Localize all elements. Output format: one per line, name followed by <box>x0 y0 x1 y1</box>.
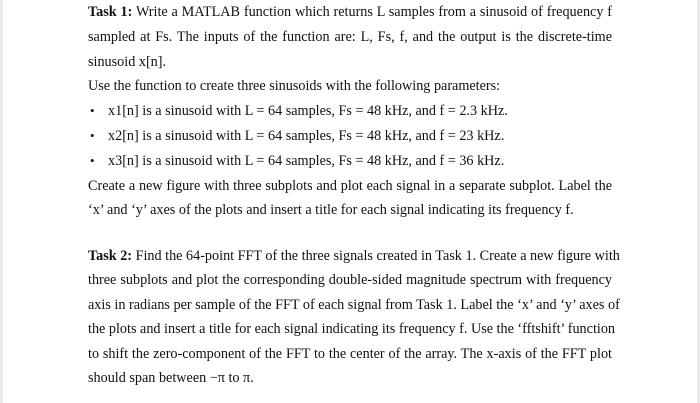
task2-line-3: axis in radians per sample of the FFT of each signal from Task 1. Label the ‘x’ and ‘y’ axes of <box>88 297 620 313</box>
task1-bullet-1-text: x1[n] is a sinusoid with L = 64 samples, Fs = 48 kHz, and f = 2.3 kHz. <box>108 103 508 119</box>
task1-heading: Task 1: <box>88 4 133 20</box>
task2-line-4: the plots and insert a title for each signal indicating its frequency f. Use the ‘fftshift’ function <box>88 321 616 337</box>
task2-line-6: should span between −π to π. <box>88 370 254 386</box>
task1-line-4: Use the function to create three sinusoids with the following parameters: <box>88 78 501 94</box>
task1-line-2: sampled at Fs. The inputs of the function are: L, Fs, f, and the output is the discrete-time <box>88 29 612 45</box>
task1-line-6: ‘x’ and ‘y’ axes of the plots and insert a title for each signal indicating its frequency f. <box>88 202 574 218</box>
task1-line-1 <box>88 3 612 21</box>
task2-heading: Task 2: <box>88 248 133 264</box>
task2-line-2: three subplots and plot the corresponding double-sided magnitude spectrum with frequency <box>88 272 612 288</box>
task1-line-3: sinusoid x[n]. <box>88 54 167 70</box>
left-page-edge <box>0 0 3 403</box>
task1-line-5: Create a new figure with three subplots and plot each signal in a separate subplot. Label the <box>88 178 612 194</box>
bullet-icon: • <box>90 153 95 168</box>
task1-line-1-text: Write a MATLAB function which returns L samples from a sinusoid of frequency f <box>135 4 613 20</box>
bullet-icon: • <box>90 128 95 143</box>
task1-bullet-3-text: x3[n] is a sinusoid with L = 64 samples, Fs = 48 kHz, and f = 36 kHz. <box>108 153 505 169</box>
task2-line-1-text: Find the 64-point FFT of the three signals created in Task 1. Create a new figure with <box>135 248 620 264</box>
task2-line-5: to shift the zero-component of the FFT to the center of the array. The x-axis of the FFT plot <box>88 346 612 362</box>
task2-line-1 <box>88 247 620 265</box>
task1-bullet-2-text: x2[n] is a sinusoid with L = 64 samples, Fs = 48 kHz, and f = 23 kHz. <box>108 128 505 144</box>
bullet-icon: • <box>90 103 95 118</box>
